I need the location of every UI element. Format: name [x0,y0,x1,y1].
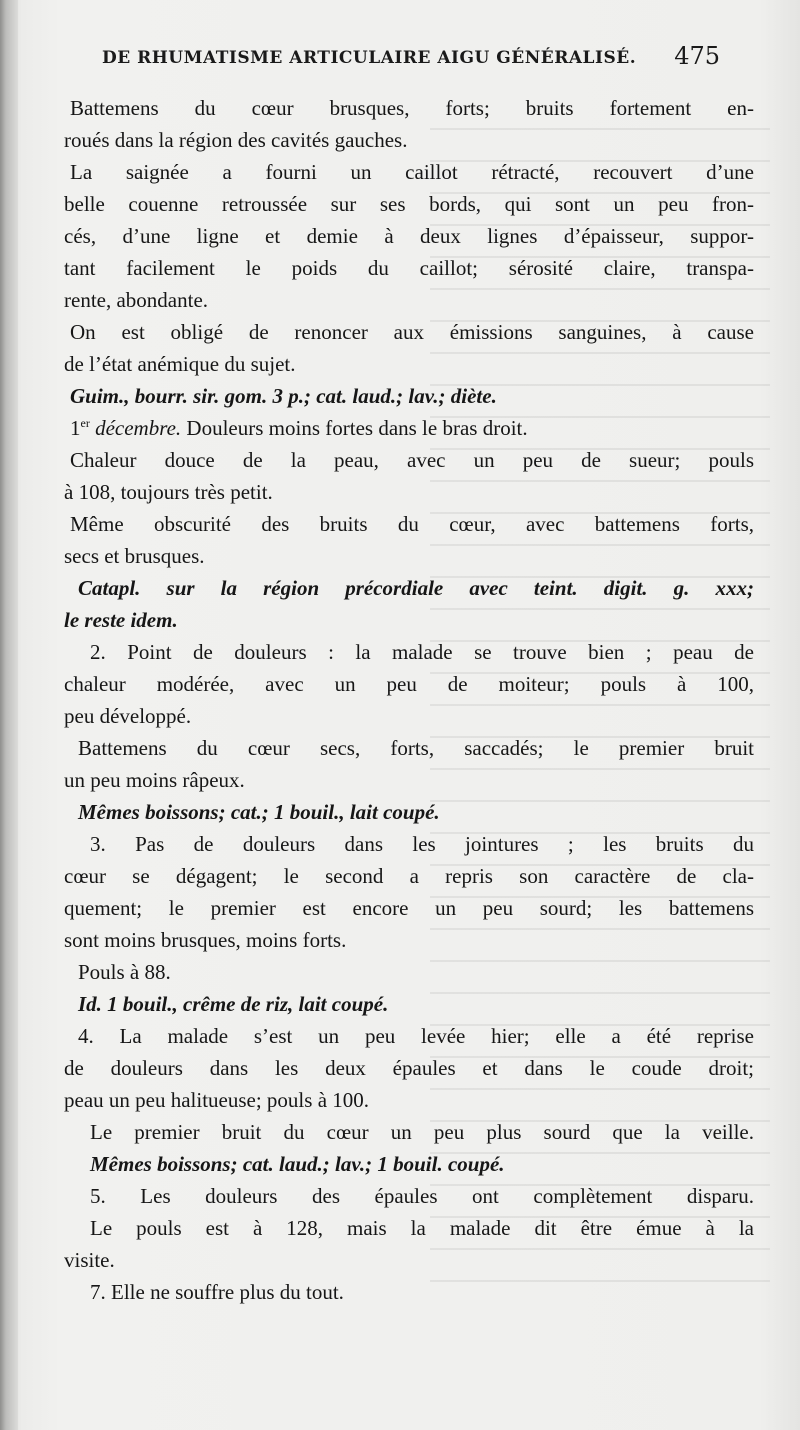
text-line-content: 5. Les douleurs des épaules ont complètement disparu. [90,1184,754,1208]
prescription-line: Id. 1 bouil., crême de riz, lait coupé. [78,992,389,1016]
text-line [48,508,754,540]
text-line-content: Pouls à 88. [78,960,171,984]
prescription-line: le reste idem. [64,608,178,632]
text-line-content: Le pouls est à 128, mais la malade dit être émue à la [90,1216,754,1240]
text-line-content: chaleur modérée, avec un peu de moiteur; pouls à 100, [64,672,754,696]
text-line-content: Le premier bruit du cœur un peu plus sourd que la veille. [90,1120,754,1144]
text-line [48,540,754,572]
text-line [48,444,754,476]
text-line [48,1148,754,1180]
text-line-content: quement; le premier est encore un peu sourd; les battemens [64,896,754,920]
text-line-content: de douleurs dans les deux épaules et dans le coude droit; [64,1056,754,1080]
running-title: DE RHUMATISME ARTICULAIRE AIGU GÉNÉRALISÉ. [102,48,637,68]
prescription-line: Guim., bourr. sir. gom. 3 p.; cat. laud.; lav.; diète. [70,384,497,408]
text-line [48,92,754,124]
text-line [48,796,754,828]
text-line [48,220,754,252]
body-text [48,92,754,1308]
text-line [48,380,754,412]
text-line-content: secs et brusques. [64,544,205,568]
text-line [48,924,754,956]
text-line-content: cœur se dégagent; le second a repris son caractère de cla- [64,864,754,888]
text-line-content: 2. Point de douleurs : la malade se trouve bien ; peau de [90,640,754,664]
text-line [48,1244,754,1276]
text-line [48,316,754,348]
text-line [48,764,754,796]
text-line [48,156,754,188]
text-line [48,1180,754,1212]
running-head [60,40,720,80]
text-line-content: visite. [64,1248,115,1272]
text-line-content: Battemens du cœur brusques, forts; bruits fortement en- [70,96,754,120]
prescription-line: Mêmes boissons; cat.; 1 bouil., lait coupé. [78,800,440,824]
text-line-content: tant facilement le poids du caillot; sérosité claire, transpa- [64,256,754,280]
text-line [48,956,754,988]
text-line [48,412,754,444]
text-line-content: sont moins brusques, moins forts. [64,928,347,952]
prescription-line: Mêmes boissons; cat. laud.; lav.; 1 bouil. coupé. [90,1152,505,1176]
text-line-content: peau un peu halitueuse; pouls à 100. [64,1088,370,1112]
text-line-content: peu développé. [64,704,192,728]
text-line-content: rente, abondante. [64,288,209,312]
text-line-content: Chaleur douce de la peau, avec un peu de sueur; pouls [70,448,754,472]
text-line-content: 7. Elle ne souffre plus du tout. [90,1280,344,1304]
text-line [48,668,754,700]
text-line-content: belle couenne retroussée sur ses bords, qui sont un peu fron- [64,192,754,216]
page-number: 475 [674,42,720,70]
text-line [48,1052,754,1084]
text-line-content: Même obscurité des bruits du cœur, avec battemens forts, [70,512,754,536]
date-day: 1 [70,416,81,440]
text-line [48,1020,754,1052]
text-line [48,1116,754,1148]
date-ordinal-suffix: er [80,416,90,430]
date-entry-text: décembre. Douleurs moins fortes dans le bras droit. [89,416,528,440]
text-line-content: cés, d’une ligne et demie à deux lignes d’épaisseur, suppor- [64,224,754,248]
text-line [48,188,754,220]
text-line [48,476,754,508]
text-line [48,860,754,892]
text-line [48,348,754,380]
text-line [48,252,754,284]
text-line [48,732,754,764]
text-line [48,572,754,604]
binding-edge [0,0,18,1430]
text-line [48,636,754,668]
text-line-content: un peu moins râpeux. [64,768,245,792]
text-line-content: 4. La malade s’est un peu levée hier; elle a été reprise [78,1024,754,1048]
text-line-content: de l’état anémique du sujet. [64,352,296,376]
text-line [48,284,754,316]
text-line [48,124,754,156]
text-line-content: Battemens du cœur secs, forts, saccadés; le premier bruit [78,736,754,760]
text-line-content: roués dans la région des cavités gauches. [64,128,408,152]
text-line [48,1084,754,1116]
prescription-line: Catapl. sur la région précordiale avec teint. digit. g. xxx; [78,576,754,600]
text-line-content: à 108, toujours très petit. [64,480,273,504]
text-line-content: On est obligé de renoncer aux émissions sanguines, à cause [70,320,754,344]
text-line-content: 3. Pas de douleurs dans les jointures ; les bruits du [90,832,754,856]
text-line [48,988,754,1020]
text-line [48,1212,754,1244]
text-line-content: La saignée a fourni un caillot rétracté, recouvert d’une [70,160,754,184]
text-line [48,1276,754,1308]
text-line [48,892,754,924]
text-line [48,700,754,732]
text-line [48,828,754,860]
text-line [48,604,754,636]
